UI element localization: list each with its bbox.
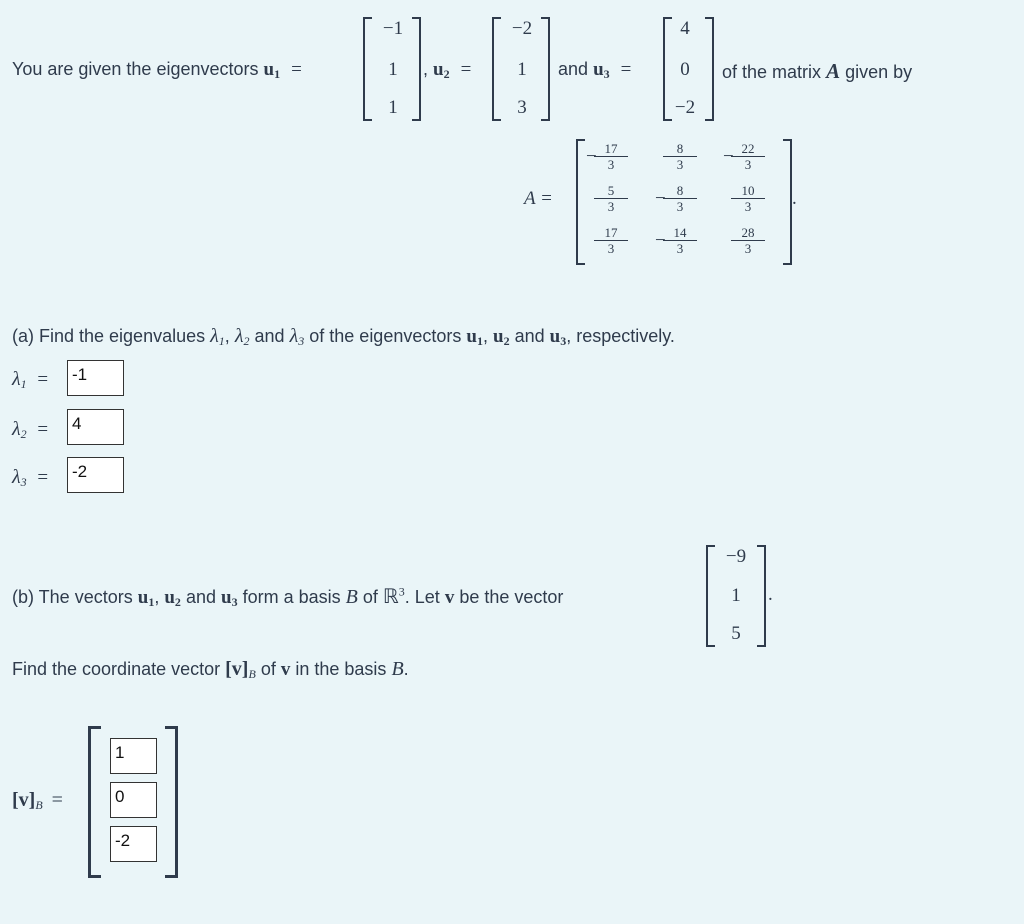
matrix-cell: $\frac{28}{3}$ <box>731 226 765 255</box>
matrix-cell: $\frac{22}{3}$ <box>731 142 765 171</box>
lambda1-label: $\lambda_1$ = <box>12 368 49 391</box>
intro-text: You are given the eigenvectors $u_1$ = <box>12 59 302 81</box>
matrix-cell-neg: − <box>655 230 666 251</box>
u2-label: , $u_2$ = <box>423 59 472 81</box>
lambda2-input[interactable]: 4 <box>67 409 124 445</box>
lambda3-label: $\lambda_3$ = <box>12 466 49 489</box>
matrix-cell-neg: − <box>723 146 734 167</box>
matrix-cell: $\frac{14}{3}$ <box>663 226 697 255</box>
part-b-question: (b) The vectors $u_1$, $u_2$ and $u_3$ form a basis B of ℝ$^3$. Let v be the vector <box>12 584 564 609</box>
intro-suffix: of the matrix A given by <box>722 59 913 83</box>
matrix-cell: $\frac{8}{3}$ <box>663 142 697 171</box>
matrix-cell: $\frac{17}{3}$ <box>594 142 628 171</box>
lambda1-input[interactable]: -1 <box>67 360 124 396</box>
matrix-cell-neg: − <box>655 188 666 209</box>
matrix-period: . <box>792 188 797 209</box>
matrix-label: A = <box>524 188 553 209</box>
matrix-cell-neg: − <box>586 146 597 167</box>
coord-label: $[v]_B$ = <box>12 789 63 812</box>
part-b-find: Find the coordinate vector $[v]_B$ of v in the basis B. <box>12 658 409 681</box>
lambda2-label: $\lambda_2$ = <box>12 418 49 441</box>
u3-label: and $u_3$ = <box>558 59 632 81</box>
u1-symbol: $u_1$ <box>263 59 281 81</box>
part-a-question: (a) Find the eigenvalues $\lambda_1$, $\lambda_2$ and $\lambda_3$ of the eigenvectors $u_1$, $u_2$ and $u_3$, respectively. <box>12 325 675 348</box>
coord-input-2[interactable]: 0 <box>110 782 157 818</box>
matrix-cell: $\frac{10}{3}$ <box>731 184 765 213</box>
lambda3-input[interactable]: -2 <box>67 457 124 493</box>
matrix-cell: $\frac{8}{3}$ <box>663 184 697 213</box>
coord-input-3[interactable]: -2 <box>110 826 157 862</box>
coord-input-1[interactable]: 1 <box>110 738 157 774</box>
matrix-cell: $\frac{5}{3}$ <box>594 184 628 213</box>
matrix-cell: $\frac{17}{3}$ <box>594 226 628 255</box>
